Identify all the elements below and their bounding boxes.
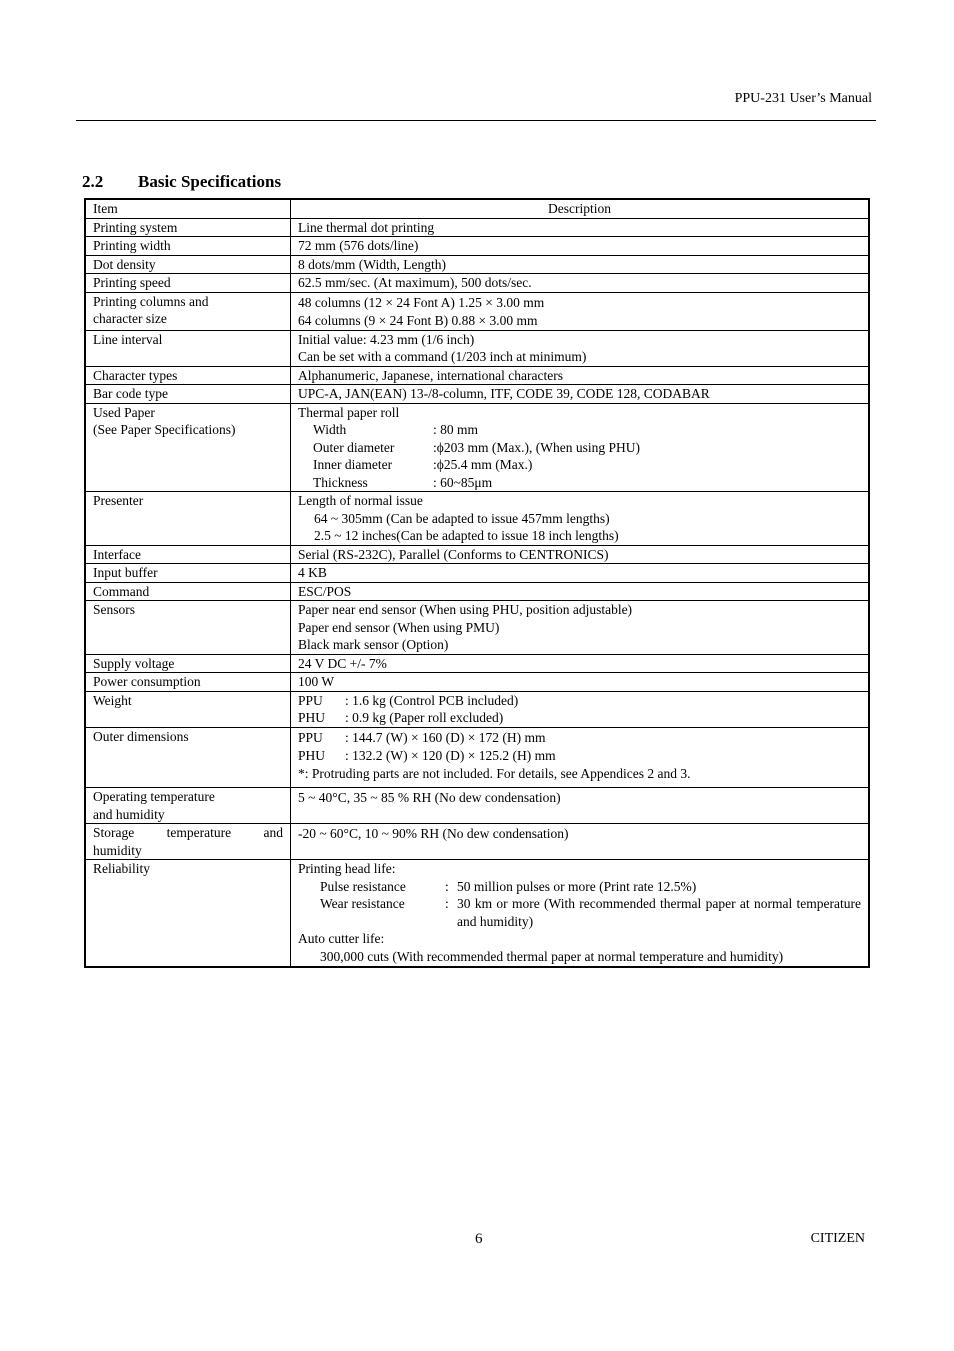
table-row	[85, 237, 869, 256]
item-line: humidity	[93, 842, 142, 858]
row-desc-presenter	[291, 492, 870, 546]
table-row	[85, 601, 869, 655]
row-item-used-paper	[85, 403, 291, 492]
row-item-interface: Interface	[85, 545, 291, 564]
item-line: character size	[93, 311, 167, 326]
item-line: Printing columns and	[93, 293, 209, 309]
row-desc-printing-speed: 62.5 mm/sec. (At maximum), 500 dots/sec.	[291, 274, 870, 293]
row-item-outer-dimensions: Outer dimensions	[85, 727, 291, 788]
row-desc-storage-temperature: -20 ~ 60°C, 10 ~ 90% RH (No dew condensation)	[291, 824, 870, 860]
row-desc-character-types: Alphanumeric, Japanese, international characters	[291, 366, 870, 385]
table-row	[85, 274, 869, 293]
dimensions-phu	[298, 747, 861, 765]
weight-phu	[298, 709, 861, 727]
desc-line: Black mark sensor (Option)	[298, 637, 449, 652]
desc-line: 48 columns (12 × 24 Font A) 1.25 × 3.00 mm	[298, 294, 545, 310]
table-row	[85, 545, 869, 564]
row-desc-weight	[291, 691, 870, 727]
desc-line: 64 ~ 305mm (Can be adapted to issue 457mm lengths)	[314, 510, 610, 526]
row-desc-supply-voltage: 24 V DC +/- 7%	[291, 654, 870, 673]
row-desc-printing-system: Line thermal dot printing	[291, 218, 870, 237]
table-row	[85, 330, 869, 366]
desc-line: Can be set with a command (1/203 inch at minimum)	[298, 349, 587, 364]
table-row	[85, 727, 869, 788]
row-desc-dot-density: 8 dots/mm (Width, Length)	[291, 255, 870, 274]
table-row	[85, 654, 869, 673]
table-row	[85, 403, 869, 492]
spec-label: Outer diameter	[313, 439, 395, 455]
row-item-dot-density: Dot density	[85, 255, 291, 274]
spec-label: Inner diameter	[313, 457, 393, 472]
row-item-bar-code-type: Bar code type	[85, 385, 291, 404]
unit-label: PHU	[298, 710, 326, 725]
row-item-printing-system: Printing system	[85, 218, 291, 237]
unit-label: PHU	[298, 748, 326, 763]
header-description: Description	[291, 199, 870, 218]
item-line: Operating temperature	[93, 789, 215, 804]
dimensions-ppu	[298, 729, 861, 747]
item-line: Used Paper	[93, 404, 155, 420]
spec-value: : 60~85μm	[433, 474, 493, 490]
row-item-operating-temperature	[85, 788, 291, 824]
row-item-supply-voltage: Supply voltage	[85, 654, 291, 673]
table-row	[85, 366, 869, 385]
row-desc-outer-dimensions	[291, 727, 870, 788]
row-desc-line-interval	[291, 330, 870, 366]
unit-value: : 1.6 kg (Control PCB included)	[345, 692, 519, 708]
table-row	[85, 788, 869, 824]
table-header-row	[85, 199, 869, 218]
row-item-printing-width: Printing width	[85, 237, 291, 256]
spec-value: :ϕ203 mm (Max.), (When using PHU)	[433, 439, 640, 455]
table-row	[85, 564, 869, 583]
pulse-resistance	[298, 878, 861, 896]
unit-value: : 144.7 (W) × 160 (D) × 172 (H) mm	[345, 729, 546, 745]
specifications-table	[84, 198, 870, 968]
row-desc-used-paper	[291, 403, 870, 492]
table-row	[85, 385, 869, 404]
row-item-presenter: Presenter	[85, 492, 291, 546]
spec-value: 50 million pulses or more (Print rate 12.5%)	[457, 878, 697, 894]
row-desc-reliability	[291, 860, 870, 968]
desc-line: Initial value: 4.23 mm (1/6 inch)	[298, 331, 475, 347]
row-item-command: Command	[85, 582, 291, 601]
row-desc-operating-temperature: 5 ~ 40°C, 35 ~ 85 % RH (No dew condensation)	[291, 788, 870, 824]
table-row	[85, 824, 869, 860]
paper-inner-diameter	[298, 456, 861, 474]
table-row	[85, 492, 869, 546]
table-row	[85, 582, 869, 601]
unit-label: PPU	[298, 729, 323, 745]
spec-label: Width	[313, 422, 347, 437]
desc-line: Printing head life:	[298, 861, 396, 876]
desc-line: Thermal paper roll	[298, 404, 400, 420]
desc-line: 2.5 ~ 12 inches(Can be adapted to issue 18 inch lengths)	[314, 528, 619, 543]
table-row	[85, 255, 869, 274]
row-item-storage-temperature	[85, 824, 291, 860]
section-heading	[82, 172, 281, 192]
row-item-power-consumption: Power consumption	[85, 673, 291, 692]
spec-label: Thickness	[313, 474, 368, 490]
desc-line: Length of normal issue	[298, 493, 423, 508]
row-item-character-types: Character types	[85, 366, 291, 385]
row-desc-command: ESC/POS	[291, 582, 870, 601]
paper-outer-diameter	[298, 439, 861, 457]
desc-line: Paper end sensor (When using PMU)	[298, 619, 500, 635]
desc-line: Paper near end sensor (When using PHU, position adjustable)	[298, 602, 633, 617]
paper-width	[298, 421, 861, 439]
table-row	[85, 860, 869, 968]
table-row	[85, 218, 869, 237]
header-rule	[76, 120, 876, 121]
section-number: 2.2	[82, 172, 104, 191]
item-line: Storage temperature and	[93, 825, 283, 840]
row-desc-power-consumption: 100 W	[291, 673, 870, 692]
row-desc-printing-columns	[291, 292, 870, 330]
unit-value: : 0.9 kg (Paper roll excluded)	[345, 710, 504, 725]
spec-value: : 80 mm	[433, 422, 479, 437]
item-line: (See Paper Specifications)	[93, 422, 236, 437]
row-desc-input-buffer: 4 KB	[291, 564, 870, 583]
wear-resistance	[298, 895, 861, 930]
table-row	[85, 292, 869, 330]
paper-thickness	[298, 474, 861, 492]
spec-colon: :	[445, 896, 449, 911]
spec-value: :ϕ25.4 mm (Max.)	[433, 457, 533, 472]
unit-label: PPU	[298, 692, 323, 708]
dimensions-note: *: Protruding parts are not included. For details, see Appendices 2 and 3.	[298, 765, 691, 781]
weight-ppu	[298, 692, 861, 710]
item-line: and humidity	[93, 806, 165, 822]
row-item-printing-columns	[85, 292, 291, 330]
spec-label: Wear resistance	[320, 896, 405, 911]
row-item-printing-speed: Printing speed	[85, 274, 291, 293]
spec-value: 30 km or more (With recommended thermal paper at normal temperature and humidity)	[457, 896, 861, 929]
row-desc-bar-code-type: UPC-A, JAN(EAN) 13-/8-column, ITF, CODE 39, CODE 128, CODABAR	[291, 385, 870, 404]
table-row	[85, 673, 869, 692]
row-desc-printing-width: 72 mm (576 dots/line)	[291, 237, 870, 256]
desc-line: 64 columns (9 × 24 Font B) 0.88 × 3.00 mm	[298, 313, 538, 328]
row-desc-interface: Serial (RS-232C), Parallel (Conforms to CENTRONICS)	[291, 545, 870, 564]
desc-line: 300,000 cuts (With recommended thermal paper at normal temperature and humidity)	[320, 948, 784, 964]
row-item-input-buffer: Input buffer	[85, 564, 291, 583]
table-row	[85, 691, 869, 727]
section-title: Basic Specifications	[138, 172, 282, 191]
row-desc-sensors	[291, 601, 870, 655]
header-item: Item	[85, 199, 291, 218]
row-item-weight: Weight	[85, 691, 291, 727]
spec-colon: :	[445, 878, 449, 894]
page-number: 6	[475, 1231, 483, 1247]
spec-label: Pulse resistance	[320, 878, 406, 894]
row-item-line-interval: Line interval	[85, 330, 291, 366]
row-item-reliability: Reliability	[85, 860, 291, 968]
row-item-sensors: Sensors	[85, 601, 291, 655]
footer-brand: CITIZEN	[810, 1231, 865, 1246]
desc-line: Auto cutter life:	[298, 931, 385, 946]
unit-value: : 132.2 (W) × 120 (D) × 125.2 (H) mm	[345, 748, 556, 763]
running-header: PPU-231 User’s Manual	[734, 91, 872, 106]
